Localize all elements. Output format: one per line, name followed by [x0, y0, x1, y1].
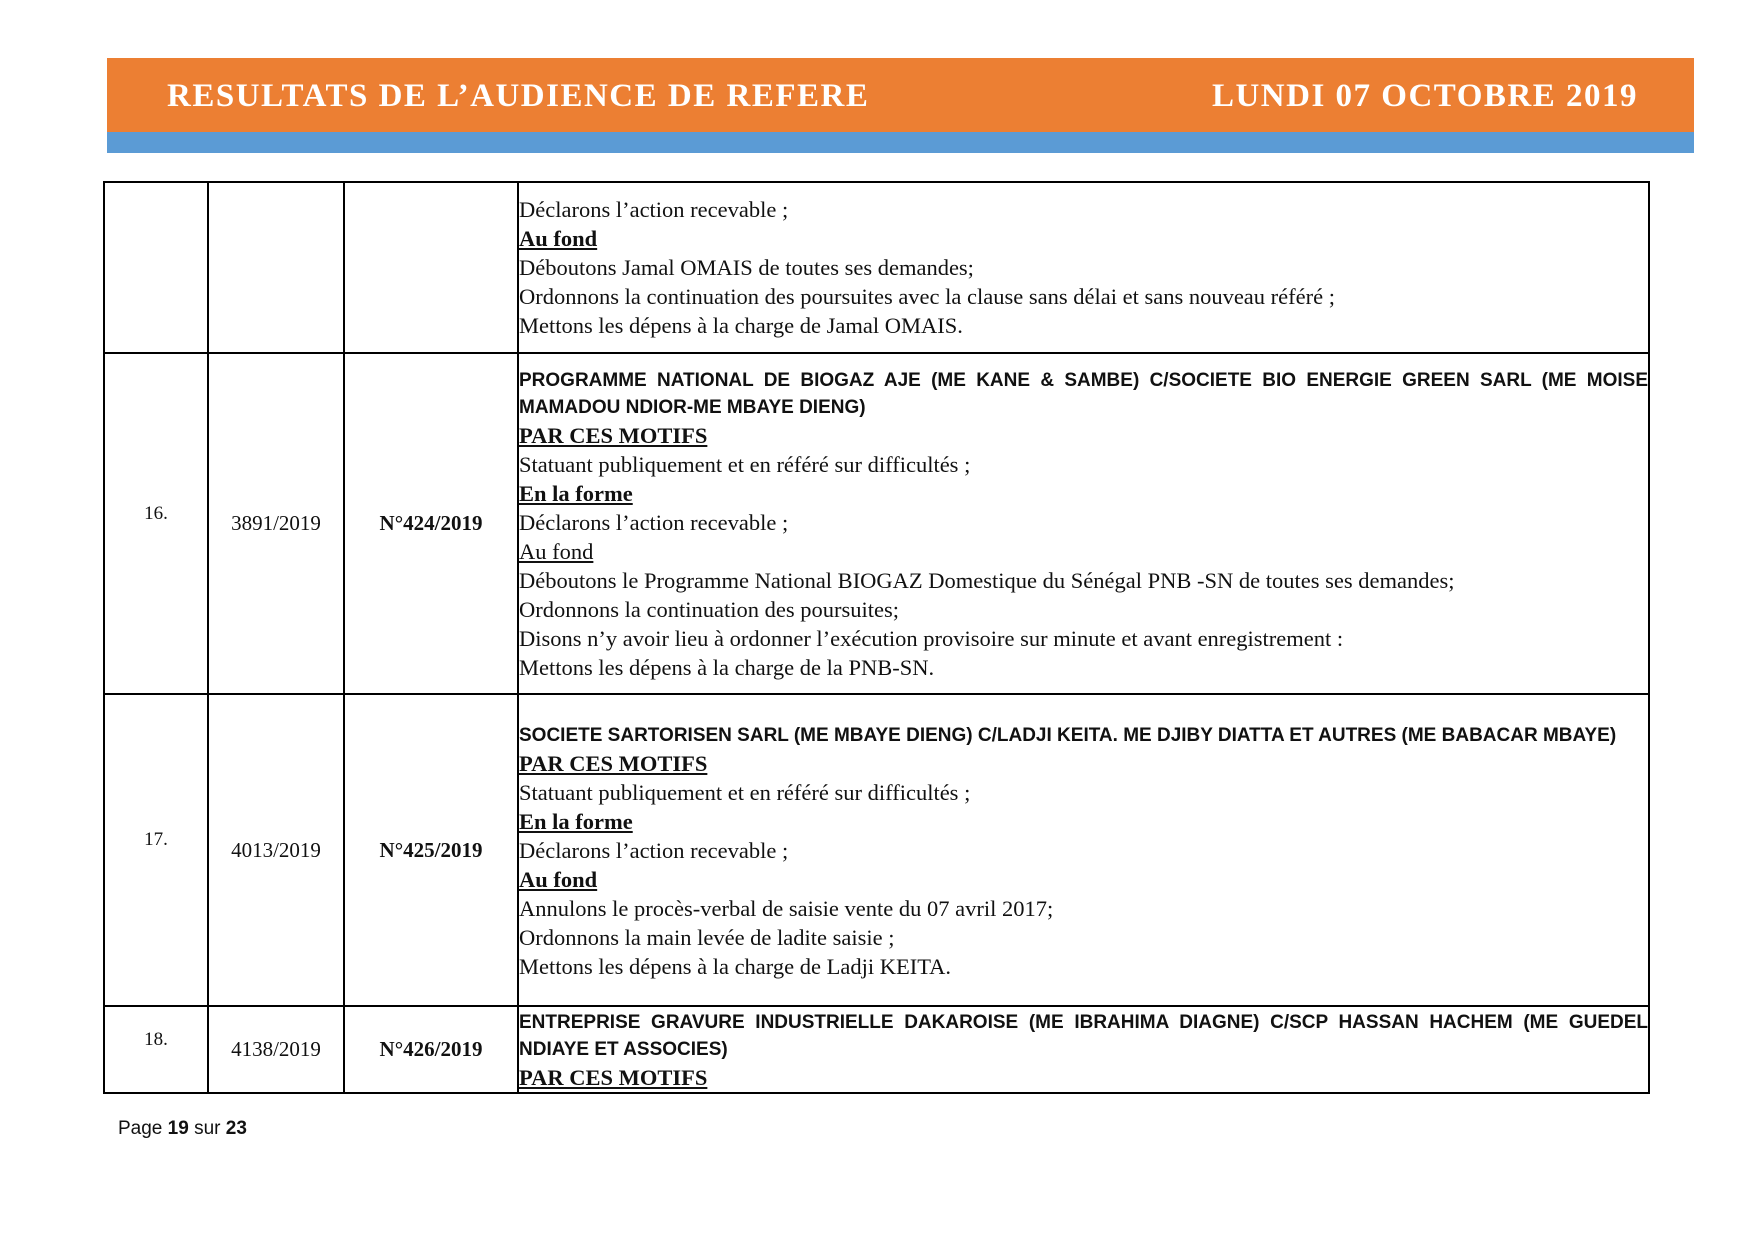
ruling-lines: [519, 195, 1648, 340]
case-parties: ENTREPRISE GRAVURE INDUSTRIELLE DAKAROISE (ME IBRAHIMA DIAGNE) C/SCP HASSAN HACHEM (ME GUEDEL NDIAYE ET ASSOCIES): [519, 1012, 1648, 1060]
ruling-line: Déclarons l’action recevable ;: [519, 837, 789, 863]
ruling-section-heading: Au fond: [519, 539, 594, 564]
ruling-section-heading: En la forme: [519, 481, 633, 506]
ruling-line: Déboutons Jamal OMAIS de toutes ses demandes;: [519, 255, 974, 280]
table-row-continuation: [104, 182, 1649, 353]
ruling-lines: [519, 1063, 1648, 1092]
rg-number: 4013/2019: [208, 694, 344, 1006]
case-parties: SOCIETE SARTORISEN SARL (ME MBAYE DIENG) C/LADJI KEITA. ME DJIBY DIATTA ET AUTRES (ME BABACAR MBAYE): [519, 724, 1617, 746]
ruling-line: Disons n’y avoir lieu à ordonner l’exécution provisoire sur minute et avant enregistrement :: [519, 626, 1344, 651]
rg-number: 3891/2019: [208, 353, 344, 694]
case-number: 16.: [144, 502, 168, 524]
ruling-line: Statuant publiquement et en référé sur difficultés ;: [519, 779, 971, 805]
ruling-section-heading: Au fond: [519, 866, 598, 892]
ruling-section-heading: Au fond: [519, 226, 598, 251]
ruling-cell: [518, 694, 1649, 1006]
case-number-cell: [104, 694, 208, 1006]
ruling-line: Ordonnons la continuation des poursuites avec la clause sans délai et sans nouveau référé ;: [519, 284, 1335, 309]
case-number: 18.: [144, 1028, 168, 1050]
rg-number-cell: [208, 182, 344, 353]
table-row: [104, 1006, 1649, 1093]
document-title: RESULTATS DE L’AUDIENCE DE REFERE: [167, 78, 870, 114]
case-number-cell: [104, 1006, 208, 1093]
ruling-section-heading: PAR CES MOTIFS: [519, 1065, 708, 1090]
ruling-line: Mettons les dépens à la charge de la PNB-SN.: [519, 655, 935, 680]
ruling-line: Ordonnons la main levée de ladite saisie ;: [519, 924, 895, 950]
case-number-cell: [104, 353, 208, 694]
ruling-lines: [519, 421, 1648, 682]
ruling-section-heading: PAR CES MOTIFS: [519, 423, 708, 448]
ruling-cell: [518, 353, 1649, 694]
decision-number-cell: [344, 182, 518, 353]
results-table: [103, 181, 1650, 1094]
case-number: 17.: [144, 829, 168, 850]
ruling-cell: [518, 182, 1649, 353]
rg-number: 4138/2019: [208, 1006, 344, 1093]
ruling-line: Déclarons l’action recevable ;: [519, 197, 789, 222]
header-accent-strip: [107, 132, 1694, 153]
page-current: 19: [167, 1118, 189, 1139]
page-label: Page: [118, 1118, 163, 1139]
page-total: 23: [225, 1118, 247, 1139]
decision-number: N°426/2019: [344, 1006, 518, 1093]
ruling-line: Statuant publiquement et en référé sur difficultés ;: [519, 452, 971, 477]
table-row: [104, 353, 1649, 694]
case-parties: PROGRAMME NATIONAL DE BIOGAZ AJE (ME KANE & SAMBE) C/SOCIETE BIO ENERGIE GREEN SARL (ME MOISE MAMADOU NDIOR-ME MBAYE DIENG): [519, 370, 1648, 418]
page-footer: [118, 1118, 247, 1140]
ruling-line: Mettons les dépens à la charge de Jamal OMAIS.: [519, 313, 963, 338]
ruling-cell: [518, 1006, 1649, 1093]
ruling-line: Déboutons le Programme National BIOGAZ Domestique du Sénégal PNB -SN de toutes ses demandes;: [519, 568, 1455, 593]
hearing-date: LUNDI 07 OCTOBRE 2019: [1211, 78, 1638, 114]
decision-number: N°424/2019: [344, 353, 518, 694]
ruling-section-heading: PAR CES MOTIFS: [519, 750, 708, 776]
table-row: [104, 694, 1649, 1006]
ruling-lines: [519, 749, 1648, 981]
ruling-line: Annulons le procès-verbal de saisie vente du 07 avril 2017;: [519, 895, 1054, 921]
decision-number: N°425/2019: [344, 694, 518, 1006]
ruling-line: Mettons les dépens à la charge de Ladji KEITA.: [519, 953, 952, 979]
ruling-line: Ordonnons la continuation des poursuites;: [519, 597, 899, 622]
page-separator: sur: [194, 1118, 221, 1139]
case-number-cell: [104, 182, 208, 353]
ruling-section-heading: En la forme: [519, 808, 633, 834]
ruling-line: Déclarons l’action recevable ;: [519, 510, 789, 535]
